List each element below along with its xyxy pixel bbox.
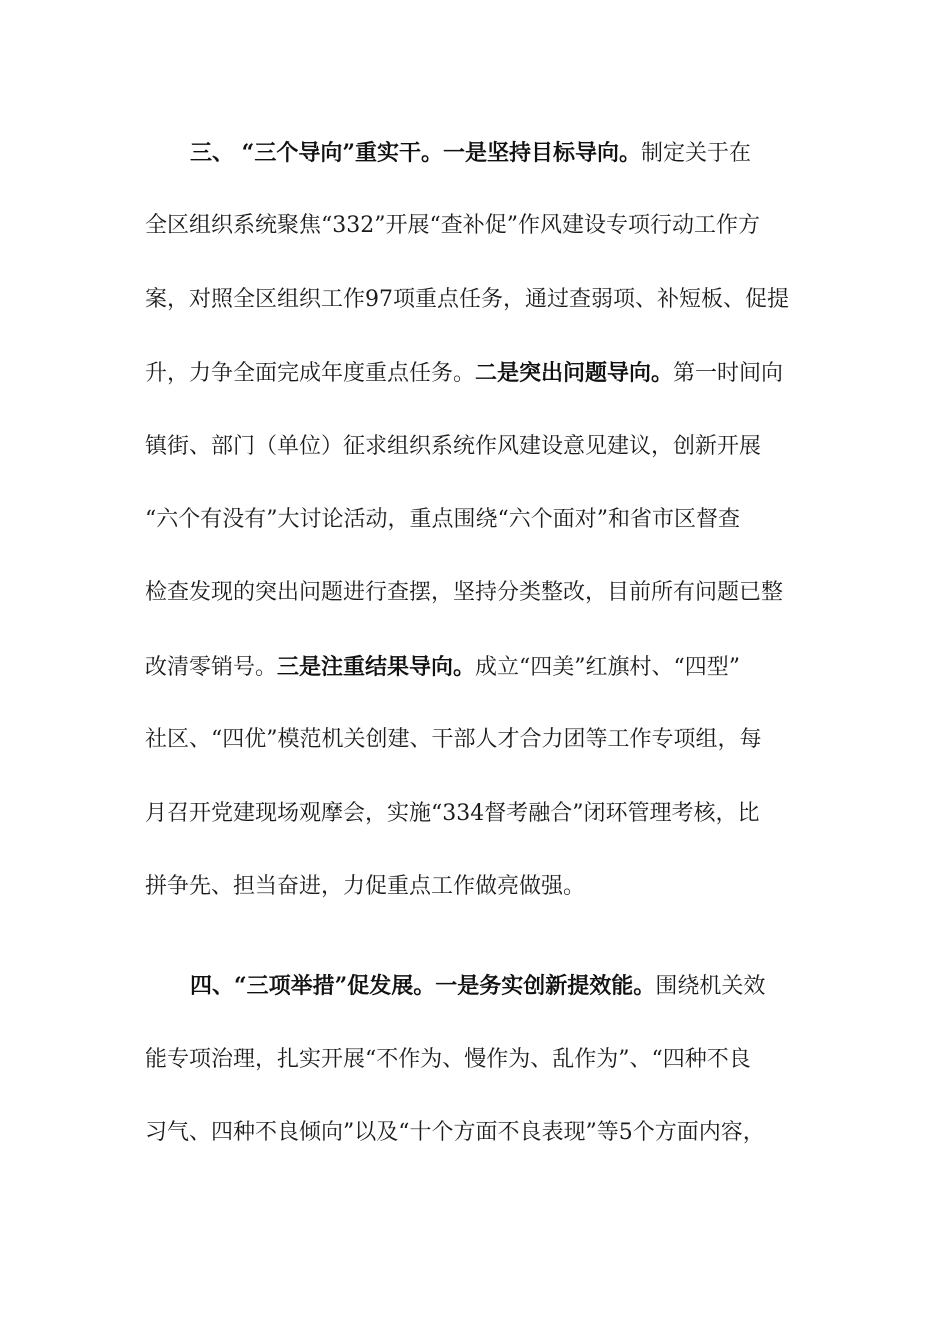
section4-line-1-text: 围绕机关效: [655, 974, 766, 999]
section4-line-2: [0, 1040, 950, 1080]
section3-line-10: [0, 794, 950, 834]
section3-line-8: [0, 647, 950, 687]
section3-line-5: [0, 427, 950, 467]
section3-line-4: [0, 353, 950, 393]
section3-heading-bold: 三、 “三个导向”重实干。一是坚持目标导向。: [190, 140, 641, 166]
section3-line-8-tail: 成立“四美”红旗村、“四型”: [475, 655, 741, 680]
section3-line-7-text: 检查发现的突出问题进行查摆，坚持分类整改，目前所有问题已整: [145, 580, 784, 605]
section3-line-3: [0, 280, 950, 320]
section3-point-2-heading: 二是突出问题导向。: [475, 360, 674, 386]
section3-line-6-text: “六个有没有”大讨论活动，重点围绕“六个面对”和省市区督查: [145, 507, 740, 532]
section3-line-8-group: [145, 647, 740, 688]
section4-line-3-text: 习气、四种不良倾向”以及“十个方面不良表现”等5个方面内容，: [145, 1120, 765, 1145]
section3-line-8-text: 改清零销号。: [145, 655, 278, 680]
section4-line-2-text: 能专项治理，扎实开展“不作为、慢作为、乱作为”、“四种不良: [145, 1047, 751, 1072]
section3-line-11: [0, 867, 950, 907]
section3-line-9: [0, 720, 950, 760]
section3-line-6: [0, 500, 950, 540]
section3-line-11-text: 拼争先、担当奋进，力促重点工作做亮做强。: [145, 874, 586, 899]
section3-line-2: [0, 206, 950, 246]
section3-line-4-group: [145, 353, 783, 394]
section3-line-10-text: 月召开党建现场观摩会，实施“334督考融合”闭环管理考核，比: [145, 801, 760, 826]
section3-line-1-text: 制定关于在: [640, 141, 751, 166]
section3-line-5-text: 镇街、部门（单位）征求组织系统作风建设意见建议，创新开展: [145, 434, 762, 459]
section3-line-7: [0, 573, 950, 613]
section3-line-4-tail: 第一时间向: [673, 361, 784, 386]
section3-line-2-text: 全区组织系统聚焦“332”开展“查补促”作风建设专项行动工作方: [145, 213, 760, 238]
section4-heading: [190, 966, 765, 1007]
section4-line-3: [0, 1113, 950, 1153]
section4-line-1: [0, 966, 950, 1006]
section3-heading: [190, 133, 751, 174]
section3-line-3-text: 案，对照全区组织工作97项重点任务，通过查弱项、补短板、促提: [145, 287, 789, 312]
section3-line-9-text: 社区、“四优”模范机关创建、干部人才合力团等工作专项组，每: [145, 727, 762, 752]
section3-line-4-text: 升，力争全面完成年度重点任务。: [145, 361, 476, 386]
section3-line-1: [0, 133, 950, 173]
section3-point-3-heading: 三是注重结果导向。: [277, 654, 476, 680]
section4-heading-bold: 四、“三项举措”促发展。一是务实创新提效能。: [190, 973, 656, 999]
